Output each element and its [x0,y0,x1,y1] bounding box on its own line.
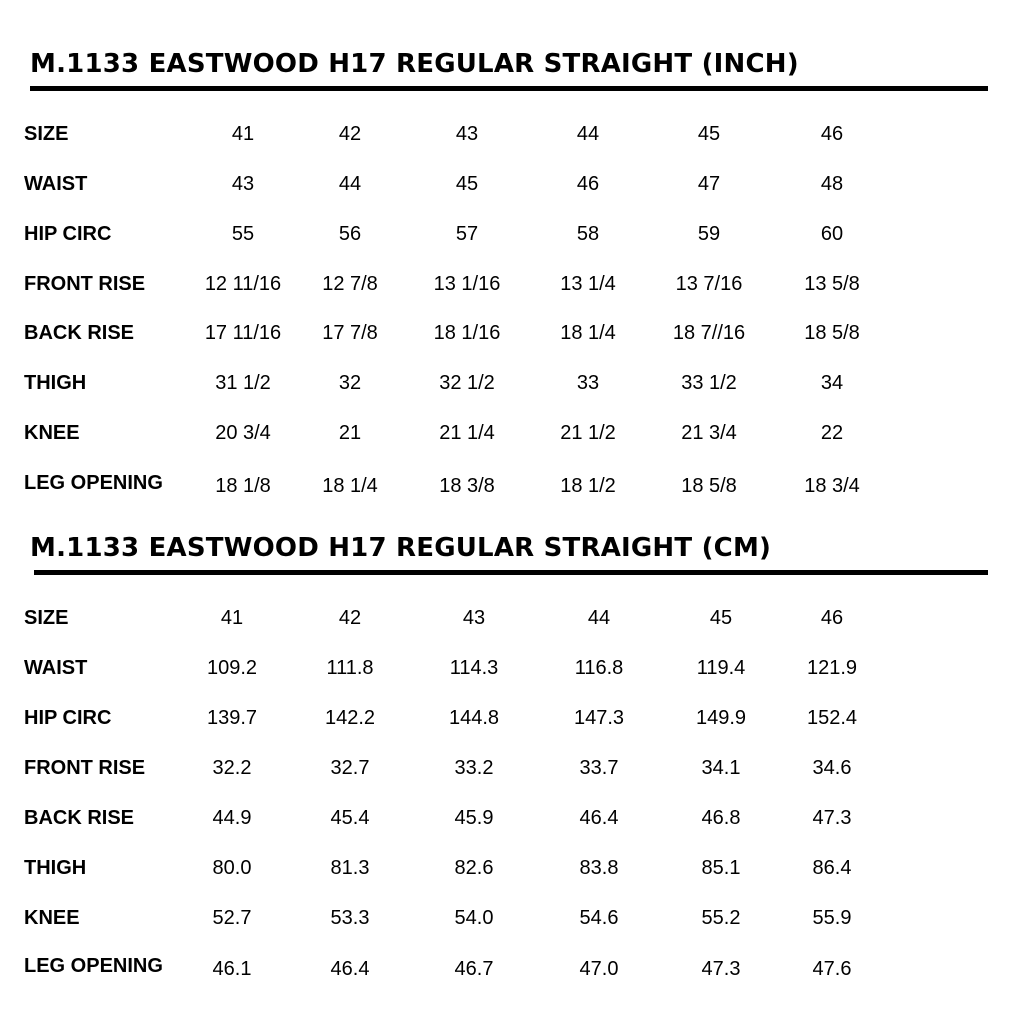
table-cell: 116.8 [574,657,624,679]
row-label: WAIST [24,173,88,195]
table-cell: 119.4 [696,657,746,679]
table-cell: 18 5/8 [804,322,860,344]
row-label: FRONT RISE [24,757,146,779]
table-cell: 80.0 [212,857,252,879]
table-cell: 60 [820,223,844,245]
table-cell: 55.9 [812,907,852,929]
table-cell: 139.7 [206,707,258,729]
row-label: THIGH [24,372,87,394]
table-cell: 18 7//16 [672,322,746,344]
table-cell: 81.3 [330,857,370,879]
table-cell: 46.1 [212,958,252,980]
table-cell: 13 7/16 [675,273,743,295]
table-cell: 34.6 [812,757,852,779]
table-cell: 18 1/8 [215,475,271,497]
table-cell: 21 1/2 [560,422,616,444]
table-cell: 47.6 [812,958,852,980]
table-cell: 32 1/2 [439,372,495,394]
row-label: LEG OPENING [24,955,163,977]
row-label: FRONT RISE [24,273,146,295]
table-cell: 114.3 [449,657,499,679]
row-label: HIP CIRC [24,707,112,729]
table-cell: 18 5/8 [681,475,737,497]
table-cell: 152.4 [806,707,858,729]
table-cell: 111.8 [326,657,374,679]
table-cell: 21 1/4 [439,422,495,444]
table-cell: 52.7 [212,907,252,929]
table-cell: 54.6 [579,907,619,929]
table-cell: 147.3 [573,707,625,729]
title-divider-inch [30,86,988,91]
table-cell: 46 [820,607,844,629]
row-label: THIGH [24,857,87,879]
table-cell: 47.0 [579,958,619,980]
table-cell: 86.4 [812,857,852,879]
row-label: KNEE [24,422,80,444]
row-label: SIZE [24,123,69,145]
table-cell: 13 5/8 [804,273,860,295]
table-title-cm: M.1133 EASTWOOD H17 REGULAR STRAIGHT (CM) [30,533,772,563]
table-cell: 46.4 [579,807,619,829]
table-cell: 45.4 [330,807,370,829]
table-cell: 44.9 [212,807,252,829]
table-cell: 17 11/16 [204,322,282,344]
table-cell: 32.7 [330,757,370,779]
table-cell: 34.1 [701,757,741,779]
table-cell: 18 1/4 [560,322,616,344]
table-cell: 44 [576,123,600,145]
table-cell: 22 [820,422,844,444]
table-cell: 18 1/2 [560,475,616,497]
table-cell: 13 1/4 [560,273,616,295]
table-cell: 20 3/4 [215,422,271,444]
row-label: LEG OPENING [24,472,163,494]
table-title-inch: M.1133 EASTWOOD H17 REGULAR STRAIGHT (INCH) [30,49,799,79]
table-cell: 41 [220,607,244,629]
table-cell: 33.7 [579,757,619,779]
table-cell: 46 [820,123,844,145]
table-cell: 17 7/8 [322,322,378,344]
table-cell: 32.2 [212,757,252,779]
table-cell: 142.2 [324,707,376,729]
table-cell: 45.9 [454,807,494,829]
table-cell: 85.1 [701,857,741,879]
table-cell: 58 [576,223,600,245]
table-cell: 41 [231,123,255,145]
table-cell: 46.8 [701,807,741,829]
table-cell: 46 [576,173,600,195]
table-cell: 44 [587,607,611,629]
table-cell: 44 [338,173,362,195]
table-cell: 57 [455,223,479,245]
table-cell: 32 [338,372,362,394]
row-label: BACK RISE [24,322,135,344]
table-cell: 82.6 [454,857,494,879]
table-cell: 83.8 [579,857,619,879]
row-label: BACK RISE [24,807,135,829]
table-cell: 55.2 [701,907,741,929]
table-cell: 144.8 [448,707,500,729]
table-cell: 31 1/2 [215,372,271,394]
table-cell: 43 [231,173,255,195]
table-cell: 33 [576,372,600,394]
table-cell: 18 1/16 [433,322,501,344]
table-cell: 45 [455,173,479,195]
table-cell: 12 7/8 [322,273,378,295]
table-cell: 42 [338,607,362,629]
table-cell: 47.3 [701,958,741,980]
table-cell: 43 [455,123,479,145]
table-cell: 149.9 [695,707,747,729]
table-cell: 109.2 [206,657,258,679]
table-cell: 46.4 [330,958,370,980]
table-cell: 33.2 [454,757,494,779]
table-cell: 45 [709,607,733,629]
table-cell: 42 [338,123,362,145]
table-cell: 18 3/4 [804,475,860,497]
table-cell: 59 [697,223,721,245]
table-cell: 54.0 [454,907,494,929]
table-cell: 56 [338,223,362,245]
row-label: WAIST [24,657,88,679]
table-cell: 21 3/4 [681,422,737,444]
table-cell: 47.3 [812,807,852,829]
table-cell: 13 1/16 [433,273,501,295]
row-label: HIP CIRC [24,223,112,245]
table-cell: 12 11/16 [204,273,282,295]
row-label: KNEE [24,907,80,929]
table-cell: 53.3 [330,907,370,929]
table-cell: 43 [462,607,486,629]
table-cell: 55 [231,223,255,245]
title-divider-cm [34,570,988,575]
table-cell: 48 [820,173,844,195]
table-cell: 121.9 [806,657,858,679]
table-cell: 18 1/4 [322,475,378,497]
table-cell: 21 [338,422,362,444]
row-label: SIZE [24,607,69,629]
table-cell: 47 [697,173,721,195]
table-cell: 46.7 [454,958,494,980]
table-cell: 45 [697,123,721,145]
table-cell: 33 1/2 [681,372,737,394]
table-cell: 34 [820,372,844,394]
table-cell: 18 3/8 [439,475,495,497]
